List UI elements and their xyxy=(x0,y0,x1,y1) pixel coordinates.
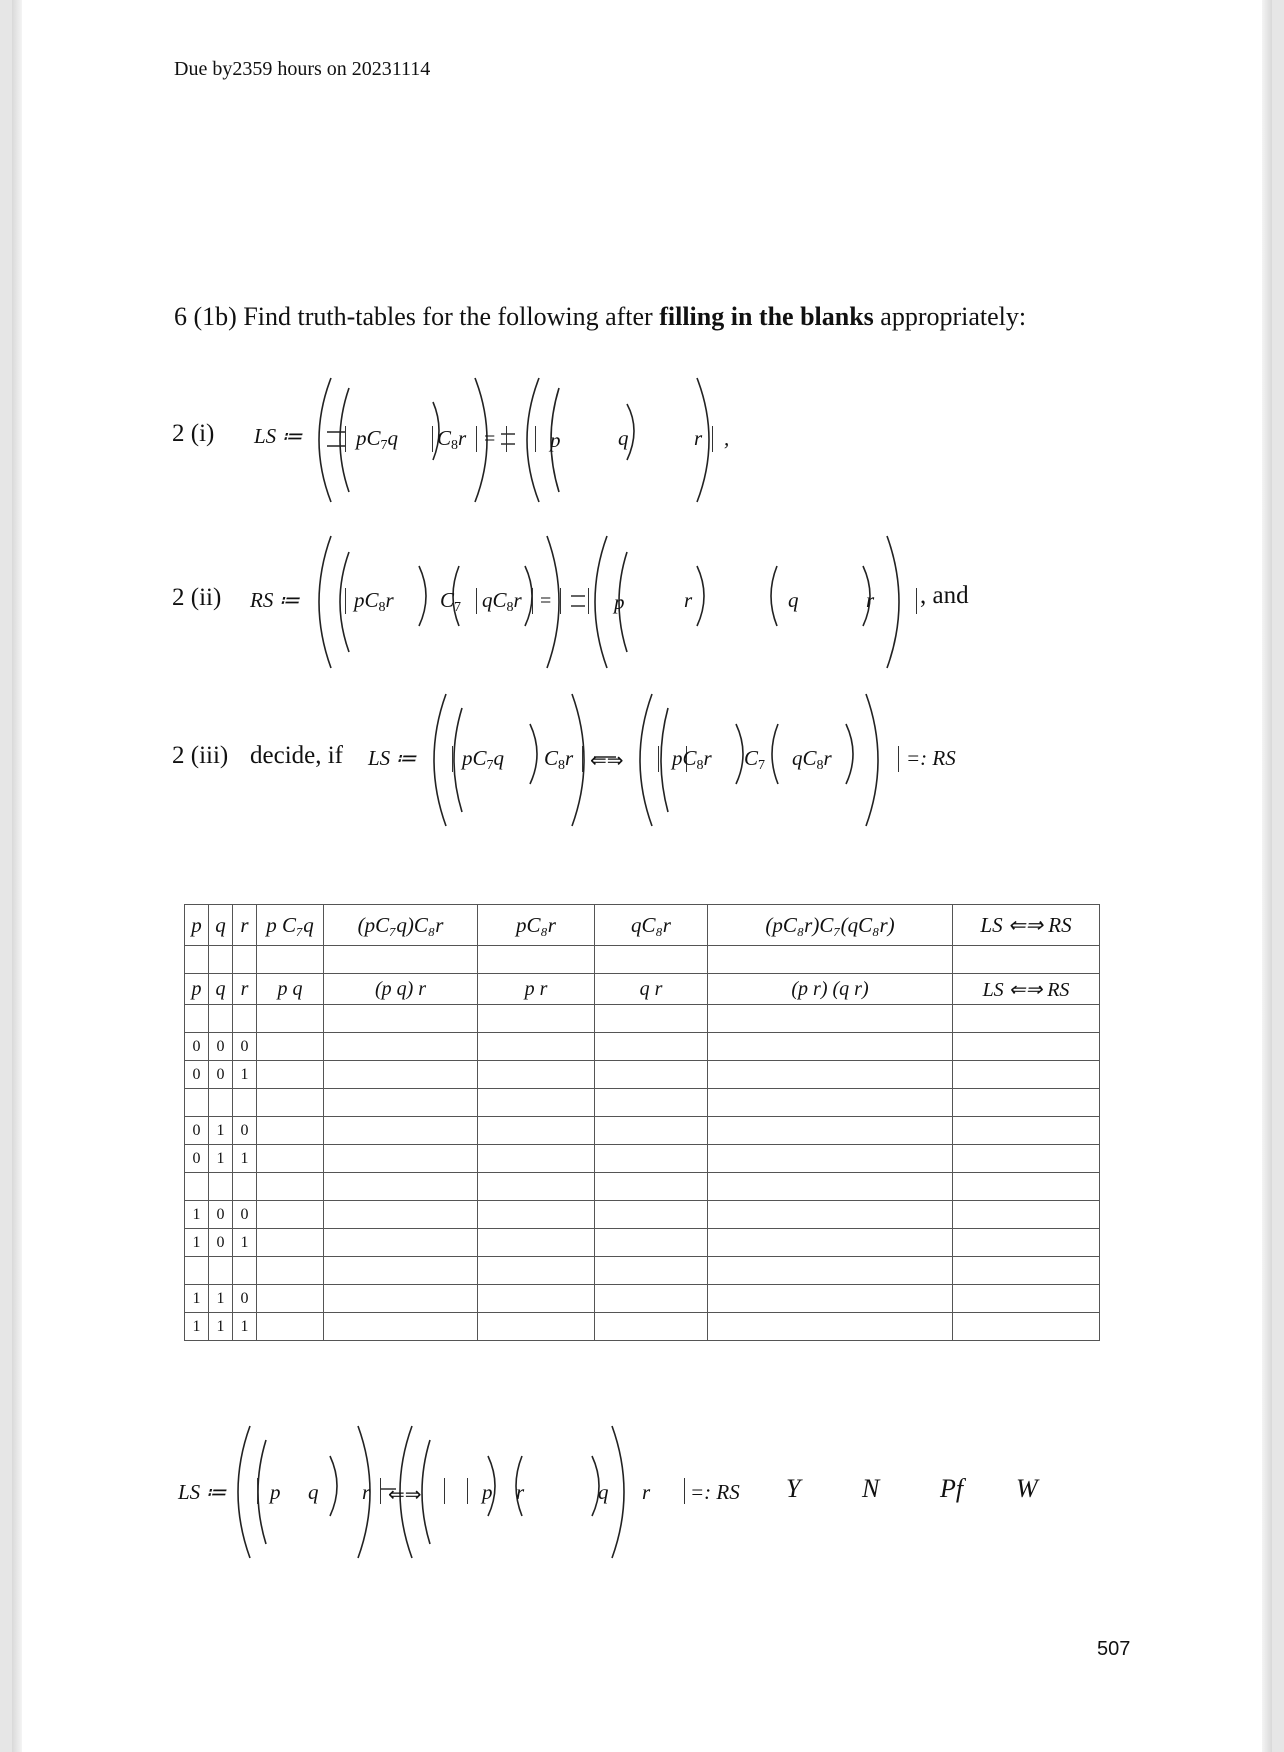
table-cell: p C₇q xyxy=(257,905,324,946)
answer-cell[interactable] xyxy=(953,1201,1100,1229)
table-cell: LS ⇐⇒ RS xyxy=(953,905,1100,946)
table-row xyxy=(185,1145,1100,1173)
item-2-blank-p: p xyxy=(614,590,625,614)
table-cell: p r xyxy=(478,974,595,1005)
table-cell[interactable] xyxy=(953,946,1100,974)
truth-value-cell xyxy=(185,1089,209,1117)
answer-cell[interactable] xyxy=(478,1089,595,1117)
final-r3: r xyxy=(642,1480,651,1504)
item-1-lhs: LS ≔ xyxy=(254,424,303,448)
item-2-term-qc8r: $qC_8r$ xyxy=(482,588,522,615)
truth-value-cell: 0 xyxy=(185,1145,209,1173)
item-3-term-c7: $C_7$ xyxy=(744,746,766,773)
item-1-blank-p: p xyxy=(550,428,561,452)
table-cell[interactable] xyxy=(324,1005,478,1033)
answer-cell[interactable] xyxy=(953,1313,1100,1341)
table-cell: (p r) (q r) xyxy=(708,974,953,1005)
table-cell[interactable] xyxy=(953,1005,1100,1033)
table-header-row xyxy=(185,905,1100,946)
truth-value-cell: 1 xyxy=(233,1061,257,1089)
blank-rule xyxy=(467,1478,468,1504)
answer-cell[interactable] xyxy=(257,1089,324,1117)
answer-cell[interactable] xyxy=(708,1145,953,1173)
table-cell[interactable] xyxy=(595,1005,708,1033)
answer-cell[interactable] xyxy=(257,1313,324,1341)
table-cell: p xyxy=(185,905,209,946)
answer-cell[interactable] xyxy=(324,1061,478,1089)
truth-value-cell: 1 xyxy=(209,1285,233,1313)
table-row xyxy=(185,1033,1100,1061)
item-3-term-pc8r: $pC_8r$ xyxy=(672,746,712,773)
item-2-blank-q: q xyxy=(788,588,799,612)
truth-value-cell: 0 xyxy=(185,1061,209,1089)
truth-value-cell xyxy=(233,1089,257,1117)
answer-cell[interactable] xyxy=(708,1061,953,1089)
item-2-blank-r2: r xyxy=(866,588,875,612)
truth-value-cell: 0 xyxy=(185,1117,209,1145)
answer-cell[interactable] xyxy=(953,1117,1100,1145)
answer-cell[interactable] xyxy=(257,1285,324,1313)
blank-rule xyxy=(560,588,561,614)
answer-cell[interactable] xyxy=(595,1061,708,1089)
blank-rule xyxy=(684,1478,685,1504)
table-cell[interactable] xyxy=(209,946,233,974)
answer-cell[interactable] xyxy=(595,1145,708,1173)
answer-cell[interactable] xyxy=(324,1229,478,1257)
truth-value-cell: 0 xyxy=(209,1033,233,1061)
blank-rule xyxy=(588,588,589,614)
item-2-equals: = xyxy=(540,590,552,612)
table-cell: r xyxy=(233,905,257,946)
answer-cell[interactable] xyxy=(595,1173,708,1201)
answer-cell[interactable] xyxy=(708,1229,953,1257)
truth-value-cell xyxy=(185,1173,209,1201)
answer-cell[interactable] xyxy=(595,1313,708,1341)
answer-cell[interactable] xyxy=(708,1313,953,1341)
truth-value-cell: 1 xyxy=(233,1145,257,1173)
item-1-term-c8r: $C_8r$ xyxy=(437,426,467,453)
answer-cell[interactable] xyxy=(257,1201,324,1229)
item-1-equals: = xyxy=(484,428,496,450)
final-r2: r xyxy=(516,1480,525,1504)
page-number: 507 xyxy=(1097,1638,1131,1660)
item-2-parentheses xyxy=(307,532,947,672)
truth-value-cell: 1 xyxy=(233,1313,257,1341)
table-cell: (pC₇q)C₈r xyxy=(324,905,478,946)
item-3-term-pc7q: $pC_7q$ xyxy=(462,746,505,773)
blank-rule xyxy=(476,588,477,614)
answer-cell[interactable] xyxy=(953,1061,1100,1089)
table-cell[interactable] xyxy=(708,1005,953,1033)
blank-rule xyxy=(452,746,453,772)
answer-cell[interactable] xyxy=(478,1257,595,1285)
blank-rule xyxy=(345,588,346,614)
truth-value-cell: 1 xyxy=(209,1313,233,1341)
table-cell: r xyxy=(233,974,257,1005)
blank-rule xyxy=(345,426,346,452)
answer-cell[interactable] xyxy=(478,1285,595,1313)
table-cell: (p q) r xyxy=(324,974,478,1005)
answer-cell[interactable] xyxy=(953,1285,1100,1313)
answer-cell[interactable] xyxy=(257,1061,324,1089)
table-cell: q xyxy=(209,974,233,1005)
answer-cell[interactable] xyxy=(324,1201,478,1229)
page-edge-left xyxy=(12,0,22,1752)
truth-value-cell: 1 xyxy=(185,1201,209,1229)
table-cell[interactable] xyxy=(257,1005,324,1033)
item-1-blank-r: r xyxy=(694,426,703,450)
truth-value-cell: 0 xyxy=(233,1117,257,1145)
truth-value-cell: 0 xyxy=(209,1061,233,1089)
blank-rule xyxy=(380,1478,381,1504)
table-row xyxy=(185,946,1100,974)
answer-cell[interactable] xyxy=(324,1285,478,1313)
blank-rule xyxy=(898,746,899,772)
table-cell[interactable] xyxy=(324,946,478,974)
answer-cell[interactable] xyxy=(953,1089,1100,1117)
final-p2: p xyxy=(482,1480,493,1504)
truth-value-cell: 1 xyxy=(185,1285,209,1313)
table-cell[interactable] xyxy=(478,946,595,974)
answer-cell[interactable] xyxy=(478,1117,595,1145)
answer-cell[interactable] xyxy=(478,1033,595,1061)
answer-cell[interactable] xyxy=(595,1285,708,1313)
answer-cell[interactable] xyxy=(257,1033,324,1061)
answer-cell[interactable] xyxy=(595,1201,708,1229)
truth-value-cell xyxy=(233,1173,257,1201)
blank-rule xyxy=(535,426,536,452)
table-cell: q r xyxy=(595,974,708,1005)
table-cell[interactable] xyxy=(478,1005,595,1033)
answer-cell[interactable] xyxy=(324,1173,478,1201)
page-edge-right xyxy=(1262,0,1272,1752)
answer-cell[interactable] xyxy=(708,1173,953,1201)
answer-cell[interactable] xyxy=(953,1257,1100,1285)
answer-cell[interactable] xyxy=(478,1173,595,1201)
table-cell[interactable] xyxy=(233,946,257,974)
answer-cell[interactable] xyxy=(324,1257,478,1285)
answer-cell[interactable] xyxy=(595,1033,708,1061)
truth-value-cell: 0 xyxy=(185,1033,209,1061)
answer-cell[interactable] xyxy=(257,1117,324,1145)
table-row xyxy=(185,1089,1100,1117)
table-row xyxy=(185,1173,1100,1201)
choice-proof[interactable]: Pf xyxy=(940,1474,964,1503)
answer-cell[interactable] xyxy=(324,1313,478,1341)
table-blank-header-row xyxy=(185,974,1100,1005)
blank-rule xyxy=(582,746,583,772)
final-p: p xyxy=(270,1480,281,1504)
answer-cell[interactable] xyxy=(953,1145,1100,1173)
table-row xyxy=(185,1005,1100,1033)
table-cell: LS ⇐⇒ RS xyxy=(953,974,1100,1005)
answer-cell[interactable] xyxy=(953,1229,1100,1257)
answer-cell[interactable] xyxy=(595,1117,708,1145)
answer-cell[interactable] xyxy=(324,1117,478,1145)
table-row xyxy=(185,1285,1100,1313)
truth-table xyxy=(184,904,1100,1341)
choice-yes[interactable]: Y xyxy=(786,1474,801,1503)
final-iff: ⇐⇒ xyxy=(388,1484,422,1506)
table-cell: q xyxy=(209,905,233,946)
item-3-label: 2 (iii) xyxy=(172,742,229,769)
table-cell[interactable] xyxy=(209,1005,233,1033)
blank-rule xyxy=(658,746,659,772)
table-cell[interactable] xyxy=(595,946,708,974)
answer-cell[interactable] xyxy=(324,1089,478,1117)
answer-cell[interactable] xyxy=(953,1173,1100,1201)
truth-value-cell xyxy=(233,1257,257,1285)
document-page xyxy=(12,0,1272,1752)
truth-value-cell: 0 xyxy=(209,1229,233,1257)
truth-value-cell: 1 xyxy=(233,1229,257,1257)
item-3-text: decide, if xyxy=(250,742,344,769)
table-cell[interactable] xyxy=(233,1005,257,1033)
answer-cell[interactable] xyxy=(708,1285,953,1313)
answer-cell[interactable] xyxy=(478,1061,595,1089)
final-q: q xyxy=(308,1480,319,1504)
table-row xyxy=(185,1117,1100,1145)
item-1-blank-q: q xyxy=(618,426,629,450)
question-title: 6 (1b) Find truth-tables for the following after filling in the blanks appropriately: xyxy=(174,302,1027,331)
truth-value-cell: 1 xyxy=(185,1313,209,1341)
table-cell: p q xyxy=(257,974,324,1005)
answer-cell[interactable] xyxy=(478,1201,595,1229)
truth-value-cell: 0 xyxy=(209,1201,233,1229)
answer-cell[interactable] xyxy=(257,1173,324,1201)
item-1-label: 2 (i) xyxy=(172,420,215,447)
truth-value-cell: 0 xyxy=(233,1285,257,1313)
item-1-term-pc7q: $pC_7q$ xyxy=(356,426,399,453)
blank-rule xyxy=(444,1478,445,1504)
choice-wrong[interactable]: W xyxy=(1016,1474,1038,1503)
truth-value-cell xyxy=(209,1257,233,1285)
answer-cell[interactable] xyxy=(708,1201,953,1229)
truth-value-cell: 1 xyxy=(209,1145,233,1173)
item-2-end: , and xyxy=(920,582,969,609)
item-3-lhs: LS ≔ xyxy=(368,746,417,770)
table-cell: (pC₈r)C₇(qC₈r) xyxy=(708,905,953,946)
truth-value-cell: 1 xyxy=(185,1229,209,1257)
item-3-rhs: =: RS xyxy=(906,746,956,770)
blank-rule xyxy=(916,588,917,614)
answer-cell[interactable] xyxy=(324,1033,478,1061)
choice-no[interactable]: N xyxy=(862,1474,880,1503)
table-row xyxy=(185,1201,1100,1229)
truth-value-cell: 0 xyxy=(233,1033,257,1061)
truth-value-cell: 0 xyxy=(233,1201,257,1229)
item-2-term-pc8r: $pC_8r$ xyxy=(354,588,394,615)
item-2-label: 2 (ii) xyxy=(172,584,222,611)
table-cell[interactable] xyxy=(185,1005,209,1033)
table-row xyxy=(185,1061,1100,1089)
table-cell: p xyxy=(185,974,209,1005)
item-2-lhs: RS ≔ xyxy=(250,588,300,612)
truth-value-cell xyxy=(209,1173,233,1201)
answer-cell[interactable] xyxy=(478,1145,595,1173)
final-q2: q xyxy=(598,1480,609,1504)
item-3-term-qc8r: $qC_8r$ xyxy=(792,746,832,773)
answer-cell[interactable] xyxy=(257,1229,324,1257)
answer-cell[interactable] xyxy=(257,1145,324,1173)
blank-rule xyxy=(476,426,477,452)
answer-cell[interactable] xyxy=(708,1033,953,1061)
table-row xyxy=(185,1313,1100,1341)
truth-value-cell xyxy=(185,1257,209,1285)
item-2-blank-r: r xyxy=(684,588,693,612)
blank-rule xyxy=(432,426,433,452)
blank-rule xyxy=(257,1478,258,1504)
answer-cell[interactable] xyxy=(708,1117,953,1145)
blank-rule xyxy=(712,426,713,452)
answer-cell[interactable] xyxy=(257,1257,324,1285)
final-lhs: LS ≔ xyxy=(178,1480,227,1504)
final-r: r xyxy=(362,1480,371,1504)
table-cell[interactable] xyxy=(708,946,953,974)
blank-rule xyxy=(532,588,533,614)
answer-cell[interactable] xyxy=(478,1313,595,1341)
answer-cell[interactable] xyxy=(595,1229,708,1257)
table-cell[interactable] xyxy=(257,946,324,974)
due-date: Due by2359 hours on 20231114 xyxy=(174,58,431,80)
answer-cell[interactable] xyxy=(595,1089,708,1117)
item-1-end: , xyxy=(724,426,730,450)
table-cell: qC₈r xyxy=(595,905,708,946)
answer-cell[interactable] xyxy=(708,1257,953,1285)
table-cell[interactable] xyxy=(185,946,209,974)
item-3-iff: ⇐⇒ xyxy=(590,750,624,772)
final-parentheses xyxy=(226,1422,726,1562)
truth-value-cell xyxy=(209,1089,233,1117)
final-rhs: =: RS xyxy=(690,1480,740,1504)
blank-rule xyxy=(506,426,507,452)
answer-cell[interactable] xyxy=(478,1229,595,1257)
table-row xyxy=(185,1229,1100,1257)
answer-cell[interactable] xyxy=(324,1145,478,1173)
answer-cell[interactable] xyxy=(953,1033,1100,1061)
table-row xyxy=(185,1257,1100,1285)
item-3-term-c8r: $C_8r$ xyxy=(544,746,574,773)
answer-cell[interactable] xyxy=(708,1089,953,1117)
answer-cell[interactable] xyxy=(595,1257,708,1285)
table-cell: pC₈r xyxy=(478,905,595,946)
truth-value-cell: 1 xyxy=(209,1117,233,1145)
item-2-term-c7: $C_7$ xyxy=(440,588,462,615)
